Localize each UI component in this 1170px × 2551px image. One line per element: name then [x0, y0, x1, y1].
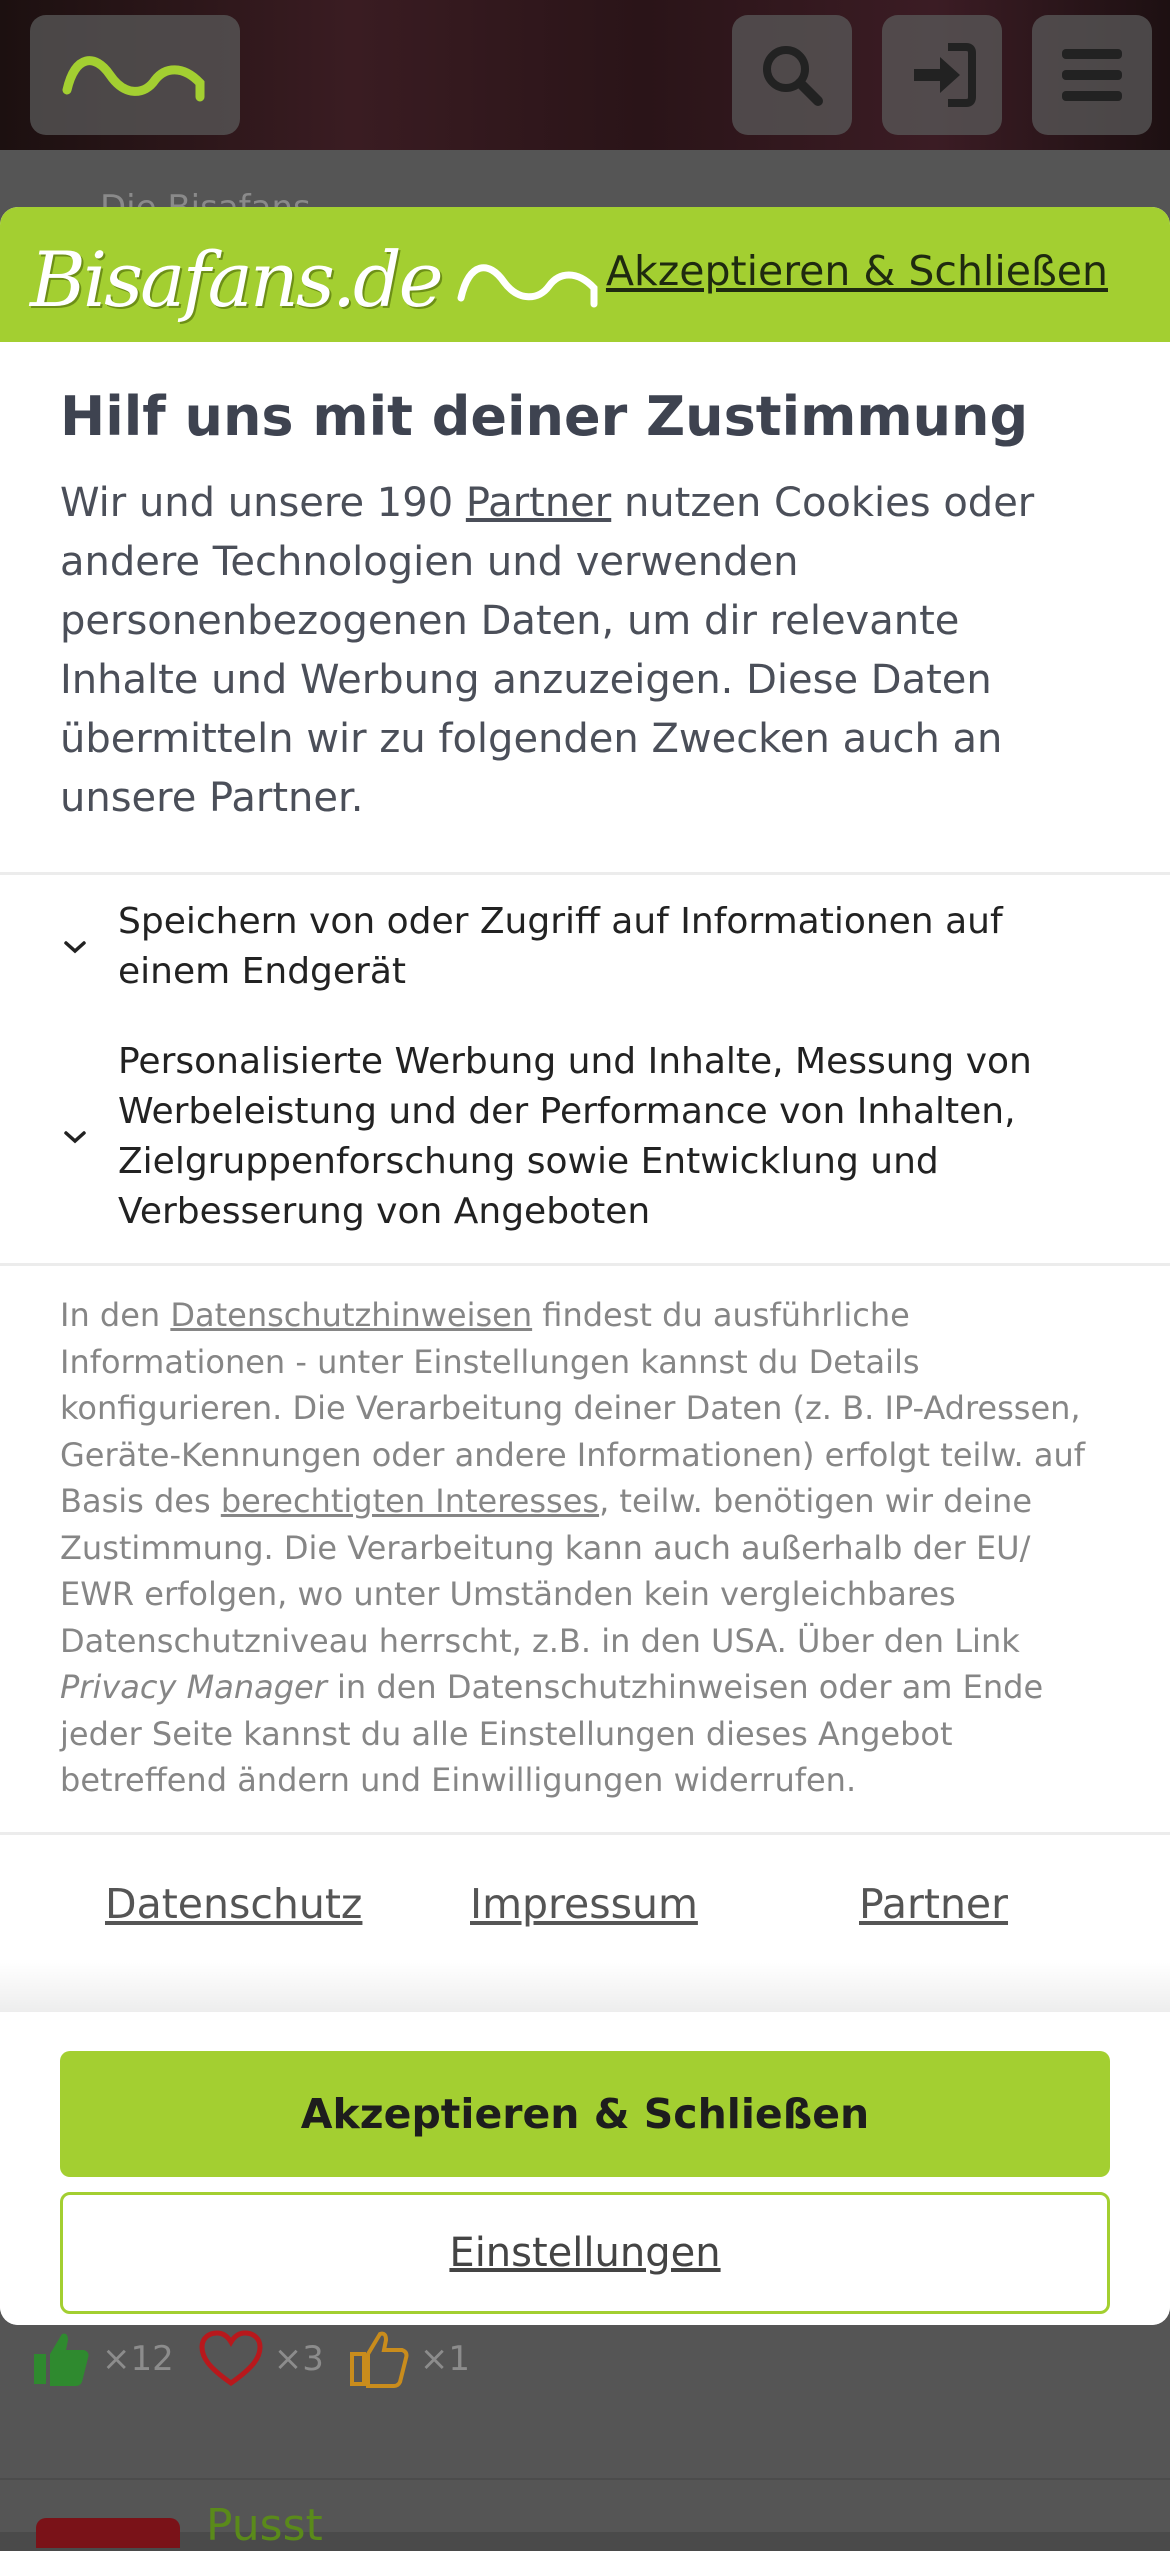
privacy-manager-text: Privacy Manager [60, 1668, 327, 1706]
details-text: in den Datenschutzhinweisen oder am Ende jeder Seite kannst du alle Einstellungen dieses Angebot betreffend ändern und Einwilligungen widerrufen. [60, 1668, 1044, 1799]
legitimate-interest-link[interactable]: berechtigten Interesses [220, 1482, 600, 1520]
reaction-count: ×1 [419, 2339, 471, 2379]
details-text: In den [60, 1296, 171, 1334]
purpose-label: Speichern von oder Zugriff auf Informationen auf einem Endgerät [118, 901, 1003, 992]
consent-header [0, 207, 1170, 342]
heart-icon [198, 2329, 264, 2389]
thumbs-up-filled-icon [30, 2328, 92, 2390]
bisafans-logo-icon [449, 240, 609, 320]
brand-logo [30, 235, 609, 324]
consent-intro [60, 474, 1110, 828]
scroll-shadow [0, 1962, 1170, 2012]
purpose-label: Personalisierte Werbung und Inhalte, Messung von Werbeleistung und der Performance von Inhalten, Zielgruppenforschung sowie Entwicklung und Verbesserung von Angeboten [118, 1041, 1032, 1232]
reaction-count: ×3 [273, 2339, 324, 2379]
consent-title: Hilf uns mit deiner Zustimmung [60, 385, 1029, 448]
brand-name: Bisafans.de [30, 235, 441, 324]
header-accept-link[interactable]: Akzeptieren & Schließen [605, 247, 1108, 295]
bisafans-logo-icon [55, 35, 215, 115]
reaction-count: ×12 [102, 2339, 174, 2379]
login-button[interactable] [882, 15, 1002, 135]
sign-in-icon [906, 39, 978, 111]
post-divider [0, 2478, 1170, 2480]
site-logo-button[interactable] [30, 15, 240, 135]
menu-button[interactable] [1032, 15, 1152, 135]
privacy-details [0, 1266, 1170, 1804]
partner-footer-link[interactable]: Partner [859, 1880, 1009, 1928]
reaction-bar [30, 2328, 484, 2390]
site-header [0, 0, 1170, 150]
consent-dialog [0, 207, 1170, 2325]
intro-text: Wir und unsere 190 [60, 480, 466, 526]
impressum-link[interactable]: Impressum [470, 1880, 698, 1928]
thumbs-up-outline-icon [348, 2328, 410, 2390]
datenschutz-link[interactable]: Datenschutz [105, 1880, 363, 1928]
purpose-item[interactable] [0, 1037, 1170, 1237]
details-text: , teilw. benötigen wir deine Zustimmung. Die Verarbeitung kann auch außerhalb der EU/ EWR erfolgen, wo unter Umständen kein vergleichbares Datenschutzniveau herrscht, z.B. in den USA. Über den Link [60, 1482, 1032, 1660]
purpose-item[interactable] [0, 897, 1170, 997]
consent-actions [0, 2013, 1170, 2325]
settings-button[interactable]: Einstellungen [60, 2192, 1110, 2314]
hamburger-menu-icon [1056, 39, 1128, 111]
details-text: findest du ausführliche Informationen - unter Einstellungen kannst du Details konfigurieren. Die Verarbeitung deiner Daten (z. B. IP-Adressen, Geräte-Kennungen oder andere Informationen) erfolgt teilw. auf Basis des [60, 1296, 1086, 1520]
avatar[interactable] [36, 2518, 180, 2548]
accept-close-button[interactable]: Akzeptieren & Schließen [60, 2051, 1110, 2177]
post-author[interactable]: Pusst [206, 2500, 323, 2551]
partner-link[interactable]: Partner [465, 480, 612, 526]
privacy-policy-link[interactable]: Datenschutzhinweisen [170, 1296, 533, 1334]
chevron-down-icon [60, 937, 106, 957]
search-button[interactable] [732, 15, 852, 135]
intro-text: nutzen Cookies oder andere Technologien und verwenden personenbezogenen Daten, um dir relevante Inhalte und Werbung anzuzeigen. Diese Daten übermitteln wir zu folgenden Zwecken auch an unsere Partner. [60, 480, 1035, 821]
search-icon [756, 39, 828, 111]
chevron-down-icon [60, 1127, 106, 1147]
divider [0, 872, 1170, 875]
